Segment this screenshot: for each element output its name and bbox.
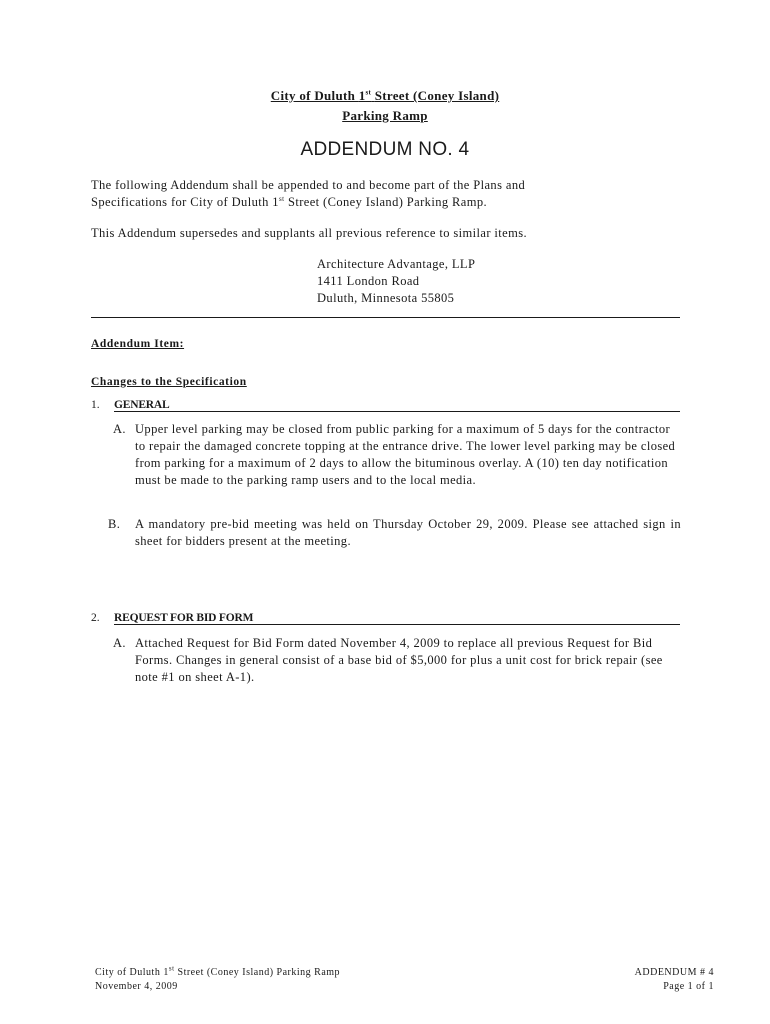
- section-rule: [114, 624, 680, 625]
- footer-page-number: Page 1 of 1: [663, 981, 714, 992]
- item-marker: B.: [108, 517, 121, 531]
- intro-line-2: Specifications for City of Duluth 1st Street (Coney Island) Parking Ramp.: [91, 194, 488, 209]
- addendum-heading: ADDENDUM NO. 4: [300, 139, 470, 160]
- item-text: A mandatory pre-bid meeting was held on Thursday October 29, 2009. Please see attached sign in sheet for bidders present at the meeting.: [135, 517, 681, 548]
- item-text: Attached Request for Bid Form dated November 4, 2009 to replace all previous Request for Bid Forms. Changes in general consist of a base bid of $5,000 for plus a unit cost for brick repair (see note #1 on sheet A-1).: [135, 636, 663, 684]
- intro-line-1: The following Addendum shall be appended to and become part of the Plans and: [91, 178, 526, 192]
- address-block: [317, 256, 617, 307]
- item-text: Upper level parking may be closed from public parking for a maximum of 5 days for the contractor to repair the damaged concrete topping at the entrance drive. The lower level parking may be closed from parking for a maximum of 2 days to allow the bituminous overlay. A (10) ten day notification must be made to the parking ramp users and to the local media.: [135, 422, 676, 487]
- address-company: Architecture Advantage, LLP: [317, 257, 476, 271]
- section-request-for-bid: [91, 612, 680, 625]
- footer-project: City of Duluth 1st Street (Coney Island) Parking Ramp: [95, 964, 341, 978]
- item-marker: A.: [113, 636, 126, 650]
- section-title: GENERAL: [114, 399, 170, 411]
- section-header: [91, 612, 680, 624]
- list-item: [113, 421, 681, 489]
- footer-right: [635, 966, 714, 994]
- footer-addendum-number: ADDENDUM # 4: [634, 967, 714, 978]
- list-item: [113, 635, 681, 686]
- footer-left: [95, 966, 340, 994]
- address-street: 1411 London Road: [317, 274, 420, 288]
- item-marker: A.: [113, 422, 126, 436]
- section-title: REQUEST FOR BID FORM: [114, 612, 254, 624]
- section-header: [91, 399, 680, 411]
- supersedes-paragraph: This Addendum supersedes and supplants all previous reference to similar items.: [91, 226, 528, 240]
- changes-spec-label: Changes to the Specification: [91, 376, 247, 388]
- document-title: City of Duluth 1st Street (Coney Island): [270, 88, 500, 103]
- list-item: [108, 516, 681, 550]
- section-number: 1.: [91, 399, 100, 411]
- section-general: [91, 399, 680, 412]
- footer-date: November 4, 2009: [95, 981, 178, 992]
- section-rule: [114, 411, 680, 412]
- address-city: Duluth, Minnesota 55805: [317, 291, 455, 305]
- document-subtitle: Parking Ramp: [342, 108, 428, 123]
- addendum-item-label: Addendum Item:: [91, 338, 185, 350]
- divider: [91, 317, 680, 318]
- intro-paragraph: [91, 177, 691, 211]
- section-number: 2.: [91, 612, 100, 624]
